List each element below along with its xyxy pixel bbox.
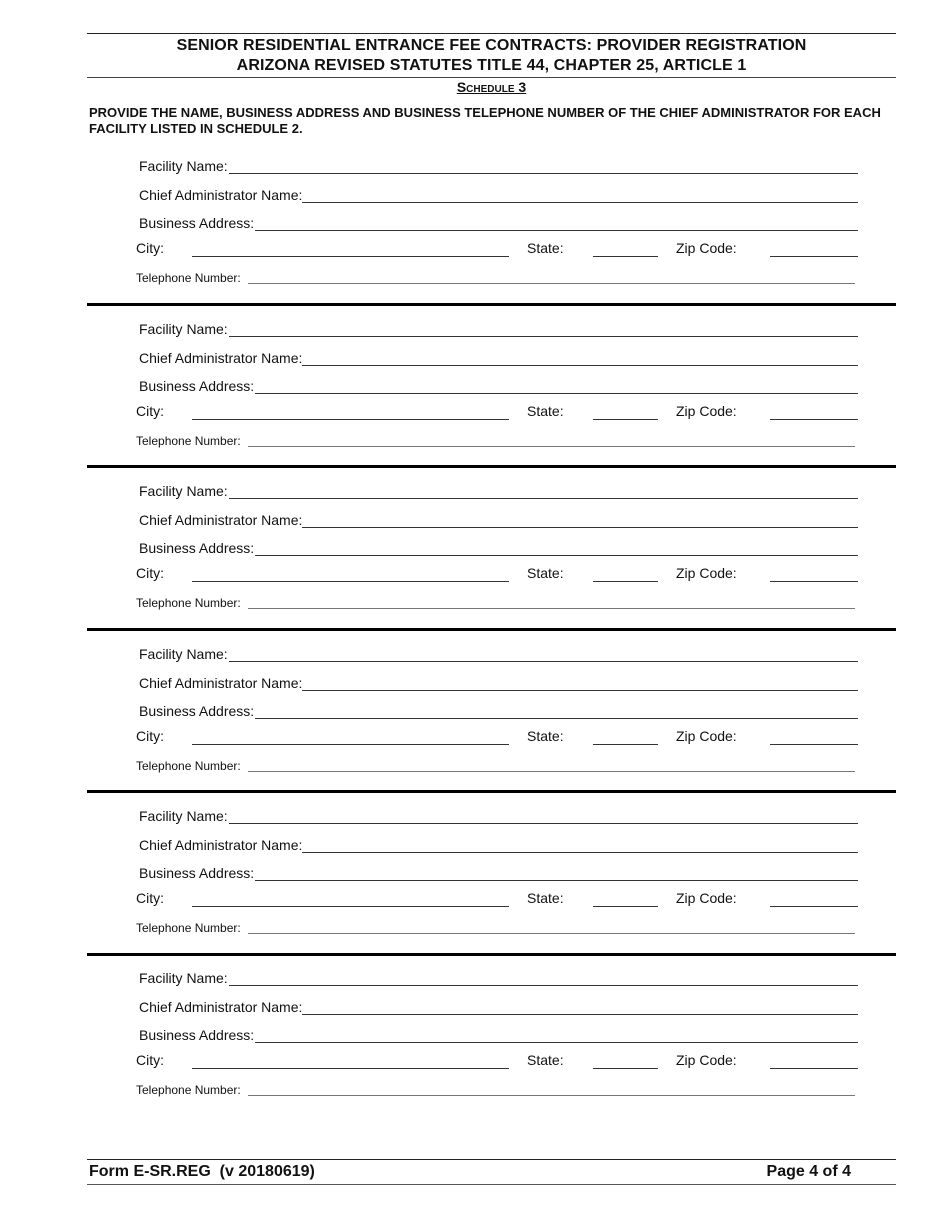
zip-field[interactable] [770, 744, 858, 745]
facility-name-field[interactable] [229, 173, 858, 174]
zip-label: Zip Code: [676, 240, 737, 256]
state-field[interactable] [593, 906, 658, 907]
zip-label: Zip Code: [676, 1052, 737, 1068]
telephone-field[interactable] [248, 283, 855, 284]
facility-name-field[interactable] [229, 336, 858, 337]
city-label: City: [136, 240, 164, 256]
business-address-field[interactable] [255, 393, 858, 394]
state-label: State: [527, 403, 564, 419]
chief-admin-field[interactable] [302, 202, 858, 203]
business-address-field[interactable] [255, 555, 858, 556]
facility-name-field[interactable] [229, 498, 858, 499]
facility-name-label: Facility Name: [139, 646, 228, 662]
chief-admin-label: Chief Administrator Name: [139, 350, 303, 366]
page-number: Page 4 of 4 [766, 1163, 851, 1180]
state-field[interactable] [593, 1068, 658, 1069]
business-address-field[interactable] [255, 230, 858, 231]
business-address-field[interactable] [255, 718, 858, 719]
facility-name-field[interactable] [229, 823, 858, 824]
city-field[interactable] [192, 581, 509, 582]
chief-admin-label: Chief Administrator Name: [139, 837, 303, 853]
telephone-field[interactable] [248, 933, 855, 934]
facility-name-label: Facility Name: [139, 808, 228, 824]
footer-rule-bottom [87, 1184, 896, 1185]
telephone-label: Telephone Number: [136, 596, 241, 610]
business-address-label: Business Address: [139, 703, 255, 719]
state-label: State: [527, 890, 564, 906]
section-separator [87, 628, 896, 631]
state-label: State: [527, 1052, 564, 1068]
city-label: City: [136, 890, 164, 906]
business-address-label: Business Address: [139, 215, 255, 231]
instructions: PROVIDE THE NAME, BUSINESS ADDRESS AND BUSINESS TELEPHONE NUMBER OF THE CHIEF ADMINISTRATOR FOR EACH FACILITY LISTED IN SCHEDULE 2. [89, 105, 881, 136]
section-separator [87, 953, 896, 956]
chief-admin-label: Chief Administrator Name: [139, 999, 303, 1015]
schedule-label-text: Schedule 3 [456, 79, 527, 95]
facility-name-field[interactable] [229, 661, 858, 662]
zip-field[interactable] [770, 906, 858, 907]
zip-label: Zip Code: [676, 890, 737, 906]
business-address-label: Business Address: [139, 540, 255, 556]
form-id: Form E-SR.REG (v 20180619) [89, 1163, 315, 1180]
business-address-field[interactable] [255, 880, 858, 881]
schedule-label [87, 78, 896, 96]
city-label: City: [136, 565, 164, 581]
telephone-field[interactable] [248, 608, 855, 609]
section-separator [87, 790, 896, 793]
zip-field[interactable] [770, 419, 858, 420]
chief-admin-field[interactable] [302, 1014, 858, 1015]
city-label: City: [136, 728, 164, 744]
city-field[interactable] [192, 419, 509, 420]
zip-field[interactable] [770, 256, 858, 257]
zip-field[interactable] [770, 581, 858, 582]
city-field[interactable] [192, 744, 509, 745]
zip-field[interactable] [770, 1068, 858, 1069]
telephone-field[interactable] [248, 446, 855, 447]
telephone-label: Telephone Number: [136, 434, 241, 448]
state-label: State: [527, 565, 564, 581]
facility-name-label: Facility Name: [139, 970, 228, 986]
telephone-field[interactable] [248, 771, 855, 772]
telephone-field[interactable] [248, 1095, 855, 1096]
telephone-label: Telephone Number: [136, 759, 241, 773]
header-rule-top [87, 33, 896, 34]
chief-admin-field[interactable] [302, 527, 858, 528]
facility-name-label: Facility Name: [139, 321, 228, 337]
state-field[interactable] [593, 581, 658, 582]
form-title-line2: ARIZONA REVISED STATUTES TITLE 44, CHAPTER 25, ARTICLE 1 [236, 57, 747, 74]
chief-admin-field[interactable] [302, 690, 858, 691]
section-separator [87, 465, 896, 468]
business-address-field[interactable] [255, 1042, 858, 1043]
telephone-label: Telephone Number: [136, 1083, 241, 1097]
business-address-label: Business Address: [139, 378, 255, 394]
state-label: State: [527, 728, 564, 744]
section-separator [87, 303, 896, 306]
business-address-label: Business Address: [139, 865, 255, 881]
city-field[interactable] [192, 1068, 509, 1069]
state-field[interactable] [593, 419, 658, 420]
zip-label: Zip Code: [676, 403, 737, 419]
telephone-label: Telephone Number: [136, 921, 241, 935]
state-field[interactable] [593, 256, 658, 257]
business-address-label: Business Address: [139, 1027, 255, 1043]
city-label: City: [136, 403, 164, 419]
telephone-label: Telephone Number: [136, 271, 241, 285]
chief-admin-field[interactable] [302, 365, 858, 366]
state-field[interactable] [593, 744, 658, 745]
city-field[interactable] [192, 256, 509, 257]
chief-admin-label: Chief Administrator Name: [139, 512, 303, 528]
facility-name-label: Facility Name: [139, 483, 228, 499]
form-title-line1: SENIOR RESIDENTIAL ENTRANCE FEE CONTRACTS: PROVIDER REGISTRATION [176, 37, 807, 54]
state-label: State: [527, 240, 564, 256]
footer-rule-top [87, 1159, 896, 1160]
facility-name-field[interactable] [229, 985, 858, 986]
chief-admin-label: Chief Administrator Name: [139, 187, 303, 203]
city-label: City: [136, 1052, 164, 1068]
facility-name-label: Facility Name: [139, 158, 228, 174]
zip-label: Zip Code: [676, 728, 737, 744]
chief-admin-label: Chief Administrator Name: [139, 675, 303, 691]
zip-label: Zip Code: [676, 565, 737, 581]
chief-admin-field[interactable] [302, 852, 858, 853]
city-field[interactable] [192, 906, 509, 907]
